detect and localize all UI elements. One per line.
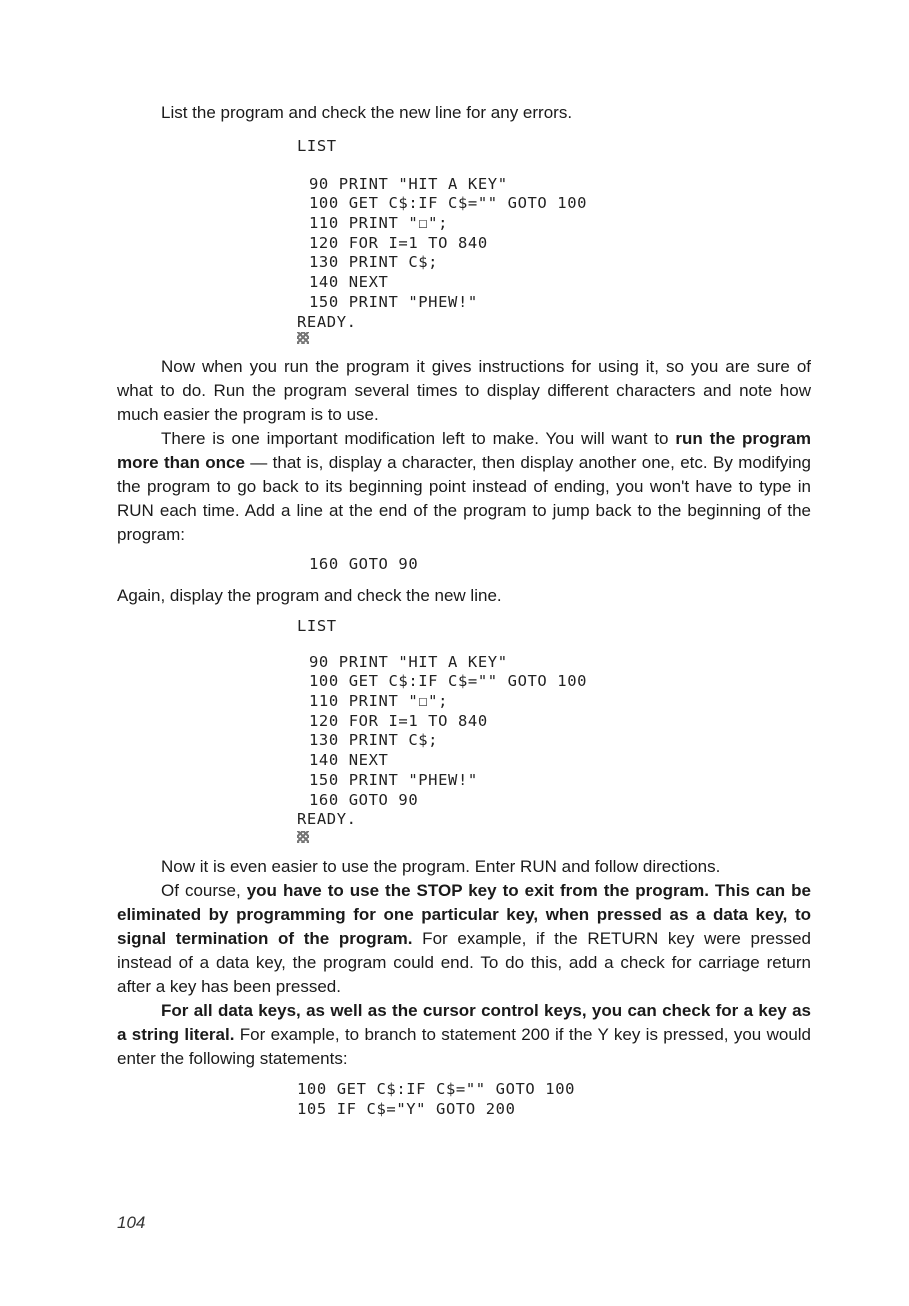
code-line: 105 IF C$="Y" GOTO 200 [297, 1099, 516, 1118]
para2-text-end: — that is, display a character, then display another one, etc. By modifying the program to go back to its beginning point instead of ending, you won't have to type in RUN each time. Add a line at the end of the program to jump back to the beginning of the program: [117, 453, 811, 544]
ready-prompt: READY. [297, 312, 357, 331]
para4-text-end: For example, if the RETURN key were pressed instead of a data key, the program could end. To do this, add a check for carriage return after a key has been pressed. [117, 929, 811, 996]
program-listing-2 [297, 617, 587, 830]
program-listing-3 [297, 1080, 575, 1119]
ready-prompt: READY. [297, 810, 357, 829]
code-line: 130 PRINT C$; [309, 731, 439, 750]
code-line: 90 PRINT "HIT A KEY" [309, 174, 508, 193]
paragraph-5 [117, 999, 811, 1071]
code-line: 100 GET C$:IF C$="" GOTO 100 [309, 194, 588, 213]
para4-text: Of course, [161, 881, 247, 900]
code-line: 160 GOTO 90 [309, 790, 419, 809]
code-line: 160 GOTO 90 [309, 555, 419, 573]
cursor-block-icon [297, 831, 309, 843]
code-line: 140 NEXT [309, 273, 389, 292]
code-line: 130 PRINT C$; [309, 253, 439, 272]
code-line: 120 FOR I=1 TO 840 [309, 711, 488, 730]
code-line: 110 PRINT "☐"; [309, 214, 449, 233]
para4-emphasis: you have to use the STOP key to exit from the program. This can be eliminated by programming for one particular key, when pressed as a data key, to signal termination of the program. [117, 881, 812, 948]
para5-text-end: For example, to branch to statement 200 if the Y key is pressed, you would enter the following statements: [117, 1025, 812, 1068]
code-line: 120 FOR I=1 TO 840 [309, 233, 488, 252]
code-line: 100 GET C$:IF C$="" GOTO 100 [309, 672, 588, 691]
list-command: LIST [297, 137, 337, 155]
program-listing-1 [297, 137, 587, 332]
list-command: LIST [297, 617, 337, 635]
paragraph-2 [117, 427, 811, 547]
page-number: 104 [117, 1213, 146, 1232]
code-line: 150 PRINT "PHEW!" [309, 770, 478, 789]
again-text: Again, display the program and check the new line. [117, 586, 502, 605]
code-line: 150 PRINT "PHEW!" [309, 292, 478, 311]
paragraph-3: Now it is even easier to use the program. Enter RUN and follow directions. [161, 857, 721, 876]
listing-spacer [297, 157, 587, 175]
paragraph-4 [117, 879, 811, 999]
code-line: 100 GET C$:IF C$="" GOTO 100 [297, 1080, 576, 1098]
listing-spacer [297, 637, 587, 653]
intro-text: List the program and check the new line for any errors. [161, 103, 573, 122]
para5-emphasis: For all data keys, as well as the cursor control keys, you can check for a key as a string literal. [117, 1001, 811, 1044]
paragraph-1: Now when you run the program it gives instructions for using it, so you are sure of what to do. Run the program several times to display different characters and note how much easier the program is to use. [117, 357, 811, 424]
code-line: 140 NEXT [309, 751, 389, 770]
cursor-block-icon [297, 332, 309, 344]
code-line: 90 PRINT "HIT A KEY" [309, 652, 508, 671]
goto-line-code [309, 555, 418, 575]
para2-text: There is one important modification left to make. You will want to [161, 429, 676, 448]
para2-emphasis: run the program more than once [117, 429, 811, 472]
code-line: 110 PRINT "☐"; [309, 692, 449, 711]
